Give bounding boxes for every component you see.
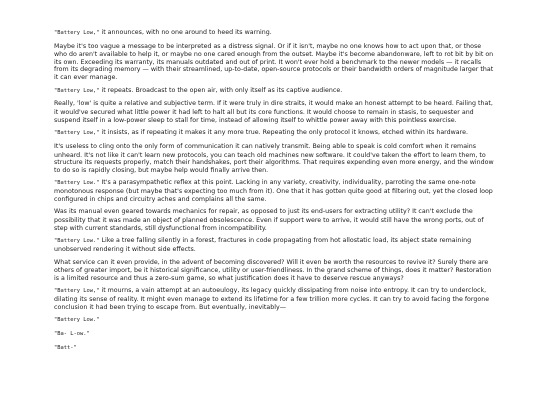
paragraph bbox=[54, 208, 494, 232]
paragraph-text: What service can it even provide, in the advent of becoming discovered? Will it even be worth the resources to revive it? Surely there are others of greater import, be it historical significance, utility or user-friendliness. In the grand scheme of things, does it matter? Restoration is a limited resource and thus a zero-sum game, so what justification does it have to deserve rescue anyways? bbox=[54, 258, 492, 282]
quote: "Battery Low." bbox=[54, 238, 100, 245]
paragraph bbox=[54, 179, 494, 203]
paragraph-text: Was its manual even geared towards mechanics for repair, as opposed to just its end-users for extracting utility? It can't exclude the possibility that it was made an object of planned obsolescence. Even if support were to arrive, it would still have the wrong ports, out of step with current standards, still dysfunctional from incompatibility. bbox=[54, 208, 484, 232]
paragraph bbox=[54, 87, 494, 96]
paragraph bbox=[54, 143, 494, 174]
paragraph-text: It's a parasympathetic reflex at this point. Lacking in any variety, creativity, individuality, parroting the same one-note monotonous response (but maybe that's expecting too much from it). One that it has gotten quite good at filtering out, yet the closed loop configured in chips and circuitry aches and complains all the same. bbox=[54, 179, 493, 203]
paragraph-text: Maybe it's too vague a message to be interpreted as a distress signal. Or if it isn't, maybe no one knows how to act upon that, or those who do aren't available to help it, or maybe no one cared enough from the outset. Maybe it's become abandonware, left to rot bit by bit on its own. Exceeding its warranty, its manuals outdated and out of print. It won't ever hold a benchmark to the newer models — it recalls from its degrading memory — with their streamlined, up-to-date, open-source protocols or their bandwidth orders of magnitude larger that it can ever manage. bbox=[54, 42, 494, 82]
paragraph bbox=[54, 259, 494, 283]
paragraph bbox=[54, 330, 494, 339]
paragraph-text: Like a tree falling silently in a forest, fractures in code propagating from hot allostatic load, its abject state remaining unobserved rendering it without side effects. bbox=[54, 237, 472, 253]
paragraph bbox=[54, 43, 494, 82]
paragraph-text: it repeats. Broadcast to the open air, with only itself as its captive audience. bbox=[99, 86, 343, 94]
quote: "Battery Low," bbox=[54, 130, 100, 137]
paragraph-text: it mourns, a vain attempt at an autoeulogy, its legacy quickly dissipating from noise into entropy. It can try to underclock, dilating its sense of reality. It might even manage to extend its lifetime for a few trillion more cycles. It can try to avoid facing the forgone conclusion it had been trying to escape from. But eventually, inevitably— bbox=[54, 287, 490, 311]
quote: "Battery Low," bbox=[54, 30, 100, 36]
quote: "Battery Low," bbox=[54, 288, 100, 295]
paragraph bbox=[54, 100, 494, 124]
paragraph-text: it announces, with no one around to heed its warning. bbox=[99, 29, 272, 36]
paragraph-text: Really, 'low' is quite a relative and subjective term. If it were truly in dire straits, it would make an honest attempt to be heard. Failing that, it would've secured what little power it had left to halt all but its core functions. It would choose to remain in stasis, to sequester and suspend itself in a low-power sleep to stall for time, instead of allowing itself to whittle power away with this pointless exercise. bbox=[54, 100, 493, 124]
quote: "Batt-" bbox=[54, 344, 77, 351]
paragraph bbox=[54, 316, 494, 325]
paragraph bbox=[54, 29, 494, 38]
paragraph-text: It's useless to cling onto the only form of communication it can natively transmit. Being able to speak is cold comfort when it remains unheard. It's not like it can't learn new protocols, you can teach old machines new software. It could've taken the effort to learn them, to structure its requests properly, match their handshakes, port their algorithms. That requires expending even more energy, and the window to do so is rapidly closing, but maybe help would finally arrive then. bbox=[54, 143, 494, 174]
paragraph bbox=[54, 287, 494, 311]
paragraph bbox=[54, 344, 494, 353]
quote: "Battery Low." bbox=[54, 317, 100, 324]
quote: "Battery Low." bbox=[54, 180, 100, 187]
quote: "Battery Low," bbox=[54, 87, 100, 94]
quote: "Ba- L-ow." bbox=[54, 330, 90, 337]
paragraph bbox=[54, 237, 494, 253]
paragraph bbox=[54, 129, 494, 138]
paragraph-text: it insists, as if repeating it makes it any more true. Repeating the only protocol it knows, etched within its hardware. bbox=[99, 129, 468, 137]
